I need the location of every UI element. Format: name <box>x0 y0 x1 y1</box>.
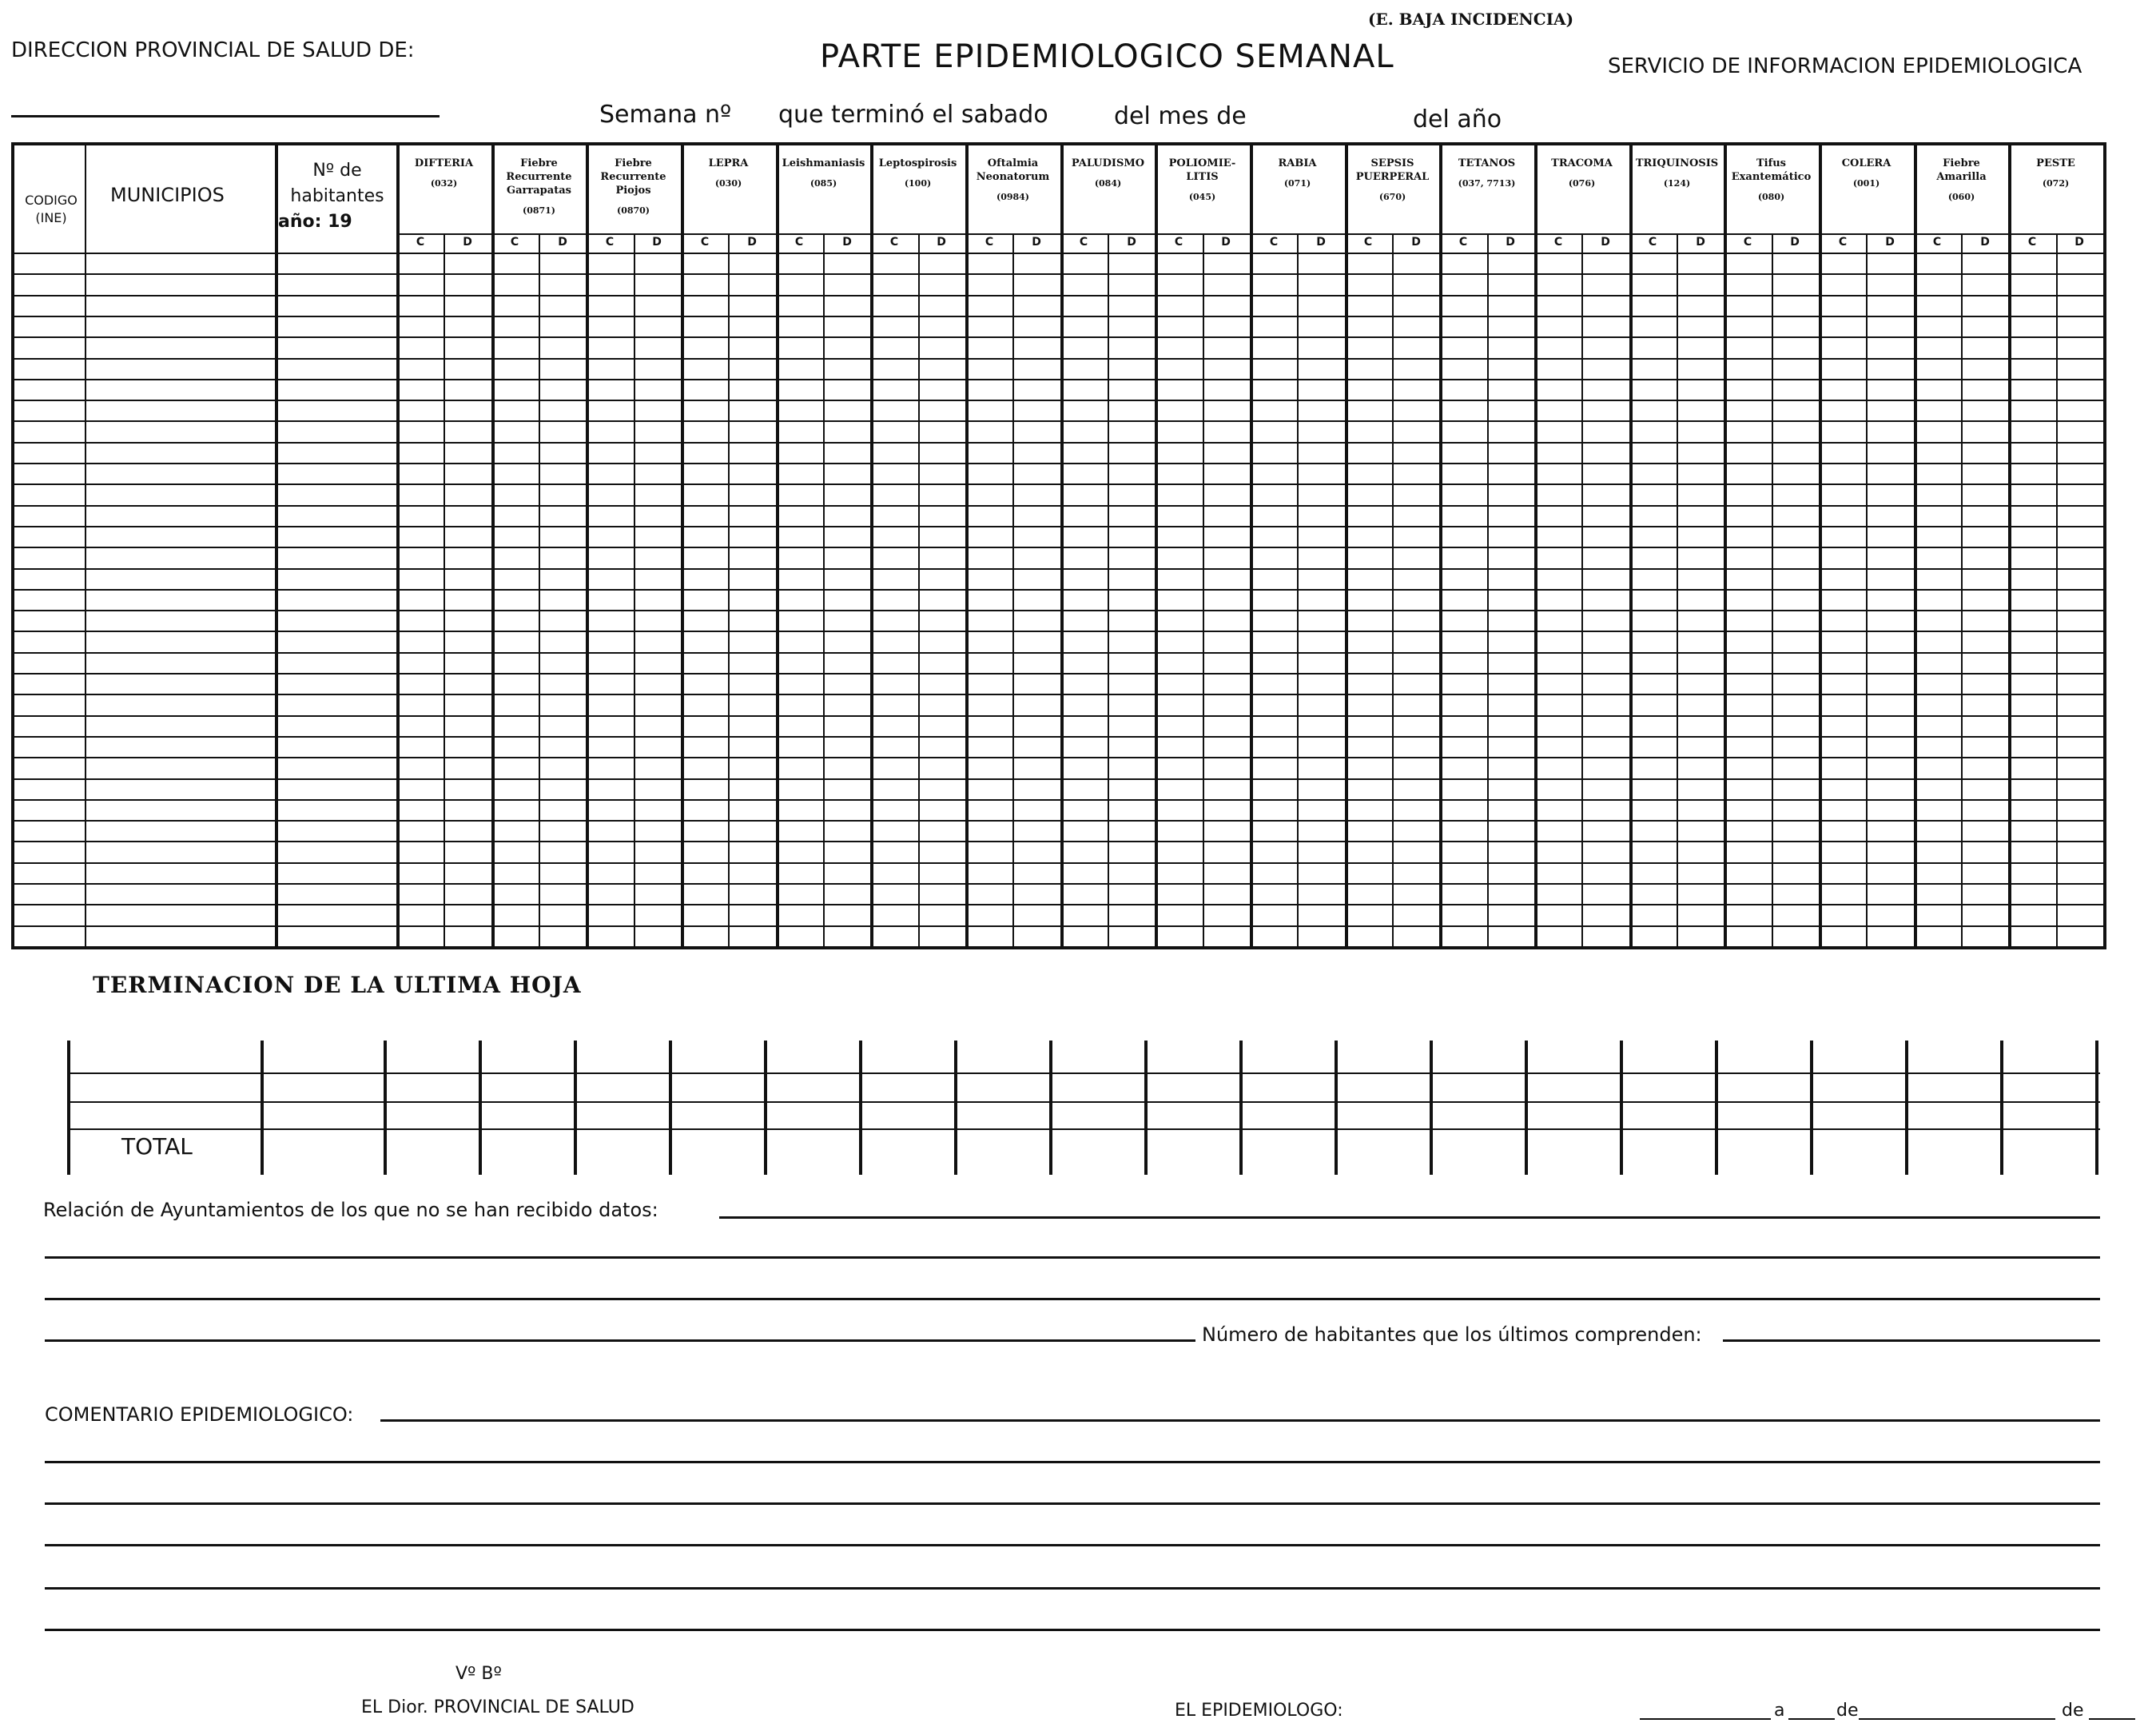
disease-code: (030) <box>714 178 742 189</box>
disease-name: PESTE <box>2036 157 2075 169</box>
disease-divider <box>681 145 684 946</box>
disease-divider <box>1155 145 1158 946</box>
disease-code: (670) <box>1378 192 1406 202</box>
total-divider <box>954 1041 957 1175</box>
disease-divider <box>586 145 589 946</box>
disease-header <box>1633 157 1721 190</box>
date-year-line[interactable] <box>2089 1718 2135 1720</box>
disease-header <box>1348 157 1437 204</box>
disease-name: TETANOS <box>1458 157 1516 169</box>
total-divider <box>479 1041 482 1175</box>
cases-label: C <box>1743 236 1752 249</box>
date-a-label: a <box>1774 1701 1785 1721</box>
disease-code: (0870) <box>616 205 650 216</box>
mes-label: del mes de <box>1114 102 1247 130</box>
total-divider <box>1430 1041 1433 1175</box>
cases-label: C <box>1458 236 1468 249</box>
cd-divider <box>1772 233 1773 946</box>
cases-label: C <box>1269 236 1279 249</box>
total-divider <box>859 1041 862 1175</box>
disease-name: COLERA <box>1841 157 1891 169</box>
table-row-line <box>14 736 2103 738</box>
disease-code: (0984) <box>996 192 1030 202</box>
cases-label: C <box>794 236 804 249</box>
disease-code: (045) <box>1188 192 1216 202</box>
deaths-label: D <box>1980 236 1990 249</box>
date-month-name-line[interactable] <box>1859 1718 2055 1720</box>
municipios-header: MUNICIPIOS <box>110 184 225 206</box>
deaths-label: D <box>1127 236 1136 249</box>
total-divider <box>2095 1041 2098 1175</box>
cases-label: C <box>1079 236 1088 249</box>
cases-label: C <box>1648 236 1657 249</box>
disease-header <box>1822 157 1911 190</box>
subtitle-tag: (E. BAJA INCIDENCIA) <box>1368 10 1574 29</box>
deaths-label: D <box>1316 236 1326 249</box>
disease-header <box>873 157 962 190</box>
date-de1-label: de <box>1836 1701 1859 1721</box>
table-row-line <box>14 715 2103 717</box>
deaths-label: D <box>1506 236 1515 249</box>
total-divider <box>261 1041 264 1175</box>
cd-divider <box>1108 233 1109 946</box>
director-label: EL Dior. PROVINCIAL DE SALUD <box>361 1697 634 1717</box>
deaths-label: D <box>842 236 852 249</box>
total-divider <box>384 1041 387 1175</box>
total-divider <box>574 1041 577 1175</box>
disease-header <box>779 157 868 190</box>
header-bottom-line <box>14 253 2103 254</box>
cd-divider <box>1392 233 1394 946</box>
table-row-line <box>14 295 2103 296</box>
disease-header <box>684 157 773 190</box>
table-row-line <box>14 694 2103 695</box>
total-divider <box>1144 1041 1148 1175</box>
table-row-line <box>14 631 2103 632</box>
cd-divider <box>728 233 730 946</box>
relacion-label: Relación de Ayuntamientos de los que no se han recibido datos: <box>43 1199 658 1221</box>
direccion-field-line[interactable] <box>11 115 440 117</box>
report-table <box>11 142 2106 949</box>
disease-header <box>969 157 1057 204</box>
disease-divider <box>1439 145 1442 946</box>
disease-divider <box>1914 145 1917 946</box>
cd-divider <box>2056 233 2058 946</box>
cases-label: C <box>416 236 425 249</box>
disease-code: (0871) <box>522 205 556 216</box>
disease-header <box>2011 157 2100 190</box>
table-row-line <box>14 400 2103 401</box>
cd-divider <box>1487 233 1489 946</box>
disease-divider <box>2008 145 2011 946</box>
disease-header <box>1253 157 1342 190</box>
disease-code: (100) <box>904 178 932 189</box>
cd-divider <box>823 233 825 946</box>
table-row-line <box>14 652 2103 654</box>
disease-code: (072) <box>2042 178 2070 189</box>
cases-label: C <box>2027 236 2037 249</box>
habitantes-header: Nº de habitantes año: 19 <box>278 161 384 232</box>
deaths-label: D <box>1885 236 1895 249</box>
numero-hab-line[interactable] <box>1723 1339 2100 1342</box>
disease-divider <box>1060 145 1064 946</box>
table-row-line <box>14 316 2103 317</box>
disease-name: Fiebre Amarilla <box>1936 157 1987 183</box>
disease-name: Leptospirosis <box>878 157 957 169</box>
disease-name: RABIA <box>1278 157 1317 169</box>
disease-name: SEPSIS PUERPERAL <box>1355 157 1430 183</box>
table-row-line <box>14 862 2103 864</box>
cases-label: C <box>1553 236 1563 249</box>
table-row-line <box>14 463 2103 464</box>
cases-label: C <box>700 236 710 249</box>
table-row-line <box>14 358 2103 360</box>
terminacion-heading: TERMINACION DE LA ULTIMA HOJA <box>93 972 582 998</box>
cases-label: C <box>1174 236 1183 249</box>
total-divider <box>1905 1041 1908 1175</box>
disease-divider <box>965 145 969 946</box>
cd-divider <box>539 233 540 946</box>
deaths-label: D <box>937 236 946 249</box>
disease-divider <box>776 145 779 946</box>
comentario-label: COMENTARIO EPIDEMIOLOGICO: <box>45 1403 354 1426</box>
disease-divider <box>1250 145 1253 946</box>
disease-header <box>1537 157 1626 190</box>
cd-divider <box>1203 233 1204 946</box>
disease-name: Leishmaniasis <box>782 157 865 169</box>
servicio-label: SERVICIO DE INFORMACION EPIDEMIOLOGICA <box>1608 54 2082 78</box>
cd-divider <box>1677 233 1678 946</box>
deaths-label: D <box>1221 236 1231 249</box>
codigo-header: CODIGO (INE) <box>25 193 78 225</box>
comentario-line-4[interactable] <box>45 1544 2100 1546</box>
total-divider <box>1049 1041 1052 1175</box>
cd-divider <box>1866 233 1868 946</box>
cd-divider <box>444 233 445 946</box>
disease-header <box>495 157 583 217</box>
relacion-line-2[interactable] <box>45 1256 2100 1259</box>
disease-code: (032) <box>430 178 458 189</box>
total-divider <box>1335 1041 1338 1175</box>
page-title: PARTE EPIDEMIOLOGICO SEMANAL <box>820 38 1394 75</box>
disease-divider <box>870 145 873 946</box>
disease-divider <box>1345 145 1348 946</box>
anio-label: del año <box>1413 105 1502 133</box>
disease-divider <box>1724 145 1727 946</box>
deaths-label: D <box>1411 236 1421 249</box>
table-row-line <box>14 904 2103 905</box>
table-row-line <box>14 547 2103 548</box>
deaths-label: D <box>1032 236 1041 249</box>
table-row-line <box>14 420 2103 422</box>
cases-label: C <box>605 236 615 249</box>
comentario-line-1[interactable] <box>380 1419 2100 1422</box>
termino-label: que terminó el sabado <box>778 101 1048 129</box>
table-row-line <box>14 505 2103 507</box>
relacion-line-3[interactable] <box>45 1298 2100 1300</box>
vobo-label: Vº Bº <box>455 1664 502 1684</box>
table-row-line <box>14 883 2103 885</box>
total-divider <box>2000 1041 2003 1175</box>
disease-header <box>1158 157 1247 204</box>
disease-code: (001) <box>1852 178 1880 189</box>
disease-header <box>1917 157 2006 204</box>
disease-code: (124) <box>1663 178 1691 189</box>
table-row-line <box>14 610 2103 611</box>
cd-divider <box>1581 233 1583 946</box>
table-row-line <box>14 336 2103 338</box>
comentario-line-5[interactable] <box>45 1587 2100 1590</box>
total-divider <box>764 1041 767 1175</box>
deaths-label: D <box>1601 236 1610 249</box>
total-label: TOTAL <box>121 1133 193 1160</box>
comentario-line-3[interactable] <box>45 1502 2100 1505</box>
disease-name: POLIOMIE-LITIS <box>1168 157 1236 183</box>
total-divider <box>1239 1041 1243 1175</box>
total-divider <box>67 1041 70 1175</box>
disease-code: (037, 7713) <box>1458 178 1516 189</box>
deaths-label: D <box>652 236 662 249</box>
disease-code: (060) <box>1947 192 1975 202</box>
table-row-line <box>14 442 2103 444</box>
total-table <box>69 1041 2100 1175</box>
disease-code: (085) <box>809 178 837 189</box>
disease-divider <box>1534 145 1537 946</box>
cases-label: C <box>1838 236 1848 249</box>
total-divider <box>1525 1041 1528 1175</box>
table-row-line <box>14 483 2103 485</box>
cases-label: C <box>889 236 899 249</box>
deaths-label: D <box>2074 236 2084 249</box>
disease-name: Oftalmia Neonatorum <box>976 157 1050 183</box>
table-row-line <box>14 925 2103 927</box>
cases-label: C <box>1363 236 1373 249</box>
deaths-label: D <box>463 236 472 249</box>
table-row-line <box>14 568 2103 570</box>
cd-divider <box>1012 233 1014 946</box>
comentario-line-6[interactable] <box>45 1629 2100 1631</box>
table-row-line <box>14 379 2103 380</box>
semana-label: Semana nº <box>599 101 732 129</box>
table-row-line <box>14 273 2103 275</box>
cases-label: C <box>1932 236 1942 249</box>
disease-code: (071) <box>1283 178 1311 189</box>
direccion-label: DIRECCION PROVINCIAL DE SALUD DE: <box>11 38 415 62</box>
table-row-line <box>14 526 2103 527</box>
deaths-label: D <box>1696 236 1705 249</box>
disease-name: DIFTERIA <box>414 157 474 169</box>
disease-header <box>400 157 488 190</box>
total-divider <box>1715 1041 1718 1175</box>
disease-header <box>589 157 678 217</box>
total-divider <box>1620 1041 1623 1175</box>
date-month-line[interactable] <box>1788 1718 1835 1720</box>
disease-divider <box>491 145 495 946</box>
table-row-line <box>14 841 2103 842</box>
table-row-line <box>14 799 2103 801</box>
disease-code: (084) <box>1094 178 1122 189</box>
disease-name: LEPRA <box>708 157 749 169</box>
disease-code: (076) <box>1568 178 1596 189</box>
relacion-line-1[interactable] <box>719 1216 2100 1219</box>
table-row-line <box>14 589 2103 591</box>
table-row-line <box>14 820 2103 822</box>
disease-divider <box>1819 145 1822 946</box>
disease-name: TRIQUINOSIS <box>1635 157 1719 169</box>
disease-divider <box>1629 145 1633 946</box>
table-row-line <box>14 778 2103 780</box>
relacion-line-4[interactable] <box>45 1339 1195 1342</box>
cd-divider <box>1961 233 1963 946</box>
disease-header <box>1064 157 1152 190</box>
deaths-label: D <box>1790 236 1800 249</box>
date-day-line[interactable] <box>1640 1718 1771 1720</box>
cases-label: C <box>985 236 994 249</box>
disease-name: Tifus Exantemático <box>1731 157 1812 183</box>
disease-header <box>1727 157 1816 204</box>
disease-name: Fiebre Recurrente Piojos <box>600 157 666 197</box>
epidemiologo-label: EL EPIDEMIOLOGO: <box>1175 1701 1343 1721</box>
deaths-label: D <box>747 236 757 249</box>
total-divider <box>669 1041 672 1175</box>
cd-divider <box>634 233 635 946</box>
disease-header <box>1442 157 1531 190</box>
comentario-line-2[interactable] <box>45 1461 2100 1463</box>
date-de2-label: de <box>2062 1701 2084 1721</box>
table-row-line <box>14 673 2103 674</box>
deaths-label: D <box>558 236 567 249</box>
table-row-line <box>14 757 2103 758</box>
cd-divider <box>1297 233 1299 946</box>
cd-divider <box>918 233 920 946</box>
disease-name: TRACOMA <box>1551 157 1613 169</box>
total-divider <box>1810 1041 1813 1175</box>
disease-code: (080) <box>1757 192 1785 202</box>
disease-name: PALUDISMO <box>1071 157 1145 169</box>
cases-label: C <box>510 236 519 249</box>
numero-hab-label: Número de habitantes que los últimos comprenden: <box>1202 1323 1702 1346</box>
disease-name: Fiebre Recurrente Garrapatas <box>506 157 572 197</box>
